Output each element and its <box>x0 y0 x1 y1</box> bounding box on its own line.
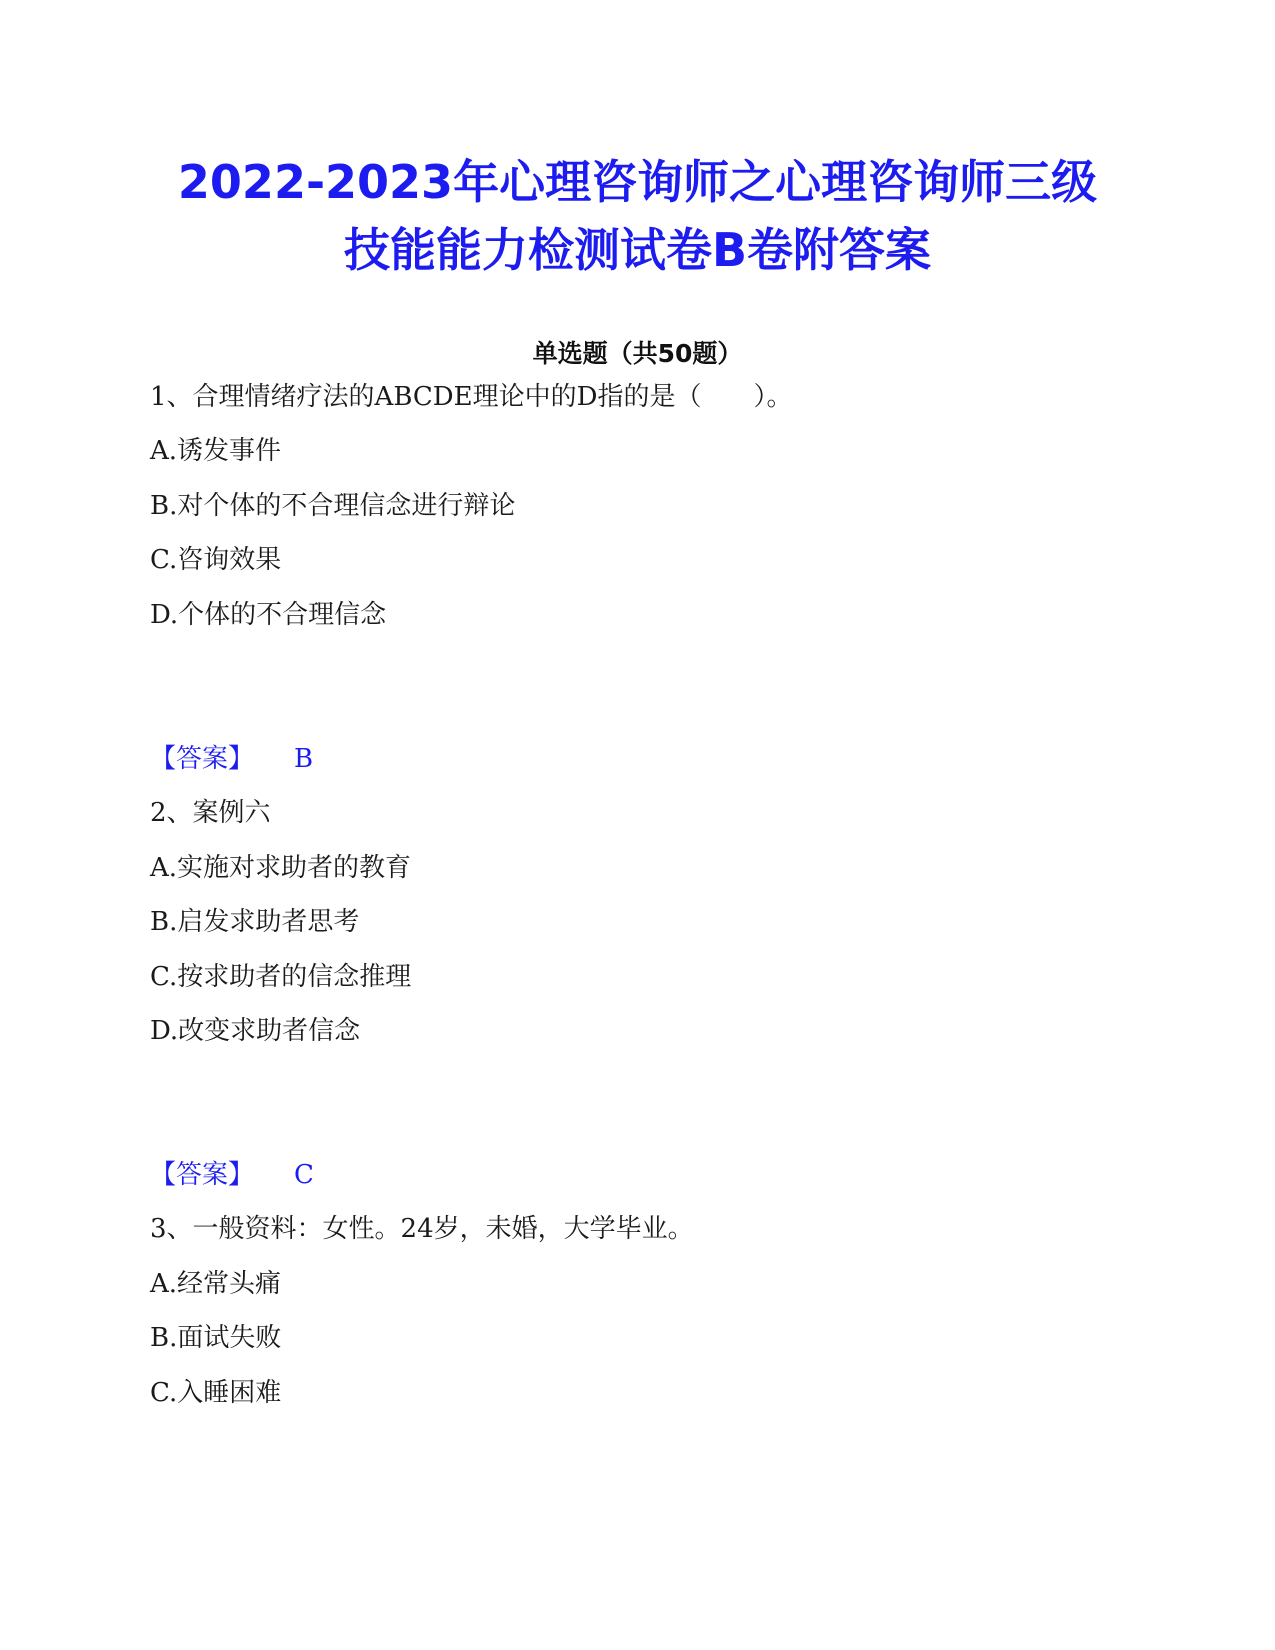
question-1-option-c: C.咨询效果 <box>150 545 282 575</box>
question-3-option-b: B.面试失败 <box>150 1323 282 1353</box>
document-title-line-2: 技能能力检测试卷B卷附答案 <box>343 223 932 277</box>
question-3-option-c: C.入睡困难 <box>150 1378 282 1408</box>
question-2-stem: 2、案例六 <box>150 798 271 828</box>
question-2-answer <box>150 1158 314 1192</box>
answer-label: 【答案】 <box>150 1160 255 1190</box>
document-title <box>100 148 1175 284</box>
question-1-option-d: D.个体的不合理信念 <box>150 600 387 630</box>
question-2-option-b: B.启发求助者思考 <box>150 907 360 937</box>
question-1-stem: 1、合理情绪疗法的ABCDE理论中的D指的是（ ）。 <box>150 382 793 412</box>
answer-value: B <box>294 744 314 774</box>
question-2-option-c: C.按求助者的信念推理 <box>150 962 412 992</box>
question-3-stem: 3、一般资料：女性。24岁，未婚，大学毕业。 <box>150 1214 694 1244</box>
question-1-answer <box>150 742 313 776</box>
answer-value: C <box>294 1160 314 1190</box>
section-heading: 单选题（共50题） <box>532 339 743 368</box>
document-title-line-1: 2022-2023年心理咨询师之心理咨询师三级 <box>177 155 1098 209</box>
answer-label: 【答案】 <box>150 744 255 774</box>
question-2-option-a: A.实施对求助者的教育 <box>150 853 412 883</box>
question-3-option-a: A.经常头痛 <box>150 1269 282 1299</box>
question-1-option-a: A.诱发事件 <box>150 436 282 466</box>
question-1-option-b: B.对个体的不合理信念进行辩论 <box>150 491 516 521</box>
question-2-option-d: D.改变求助者信念 <box>150 1016 361 1046</box>
